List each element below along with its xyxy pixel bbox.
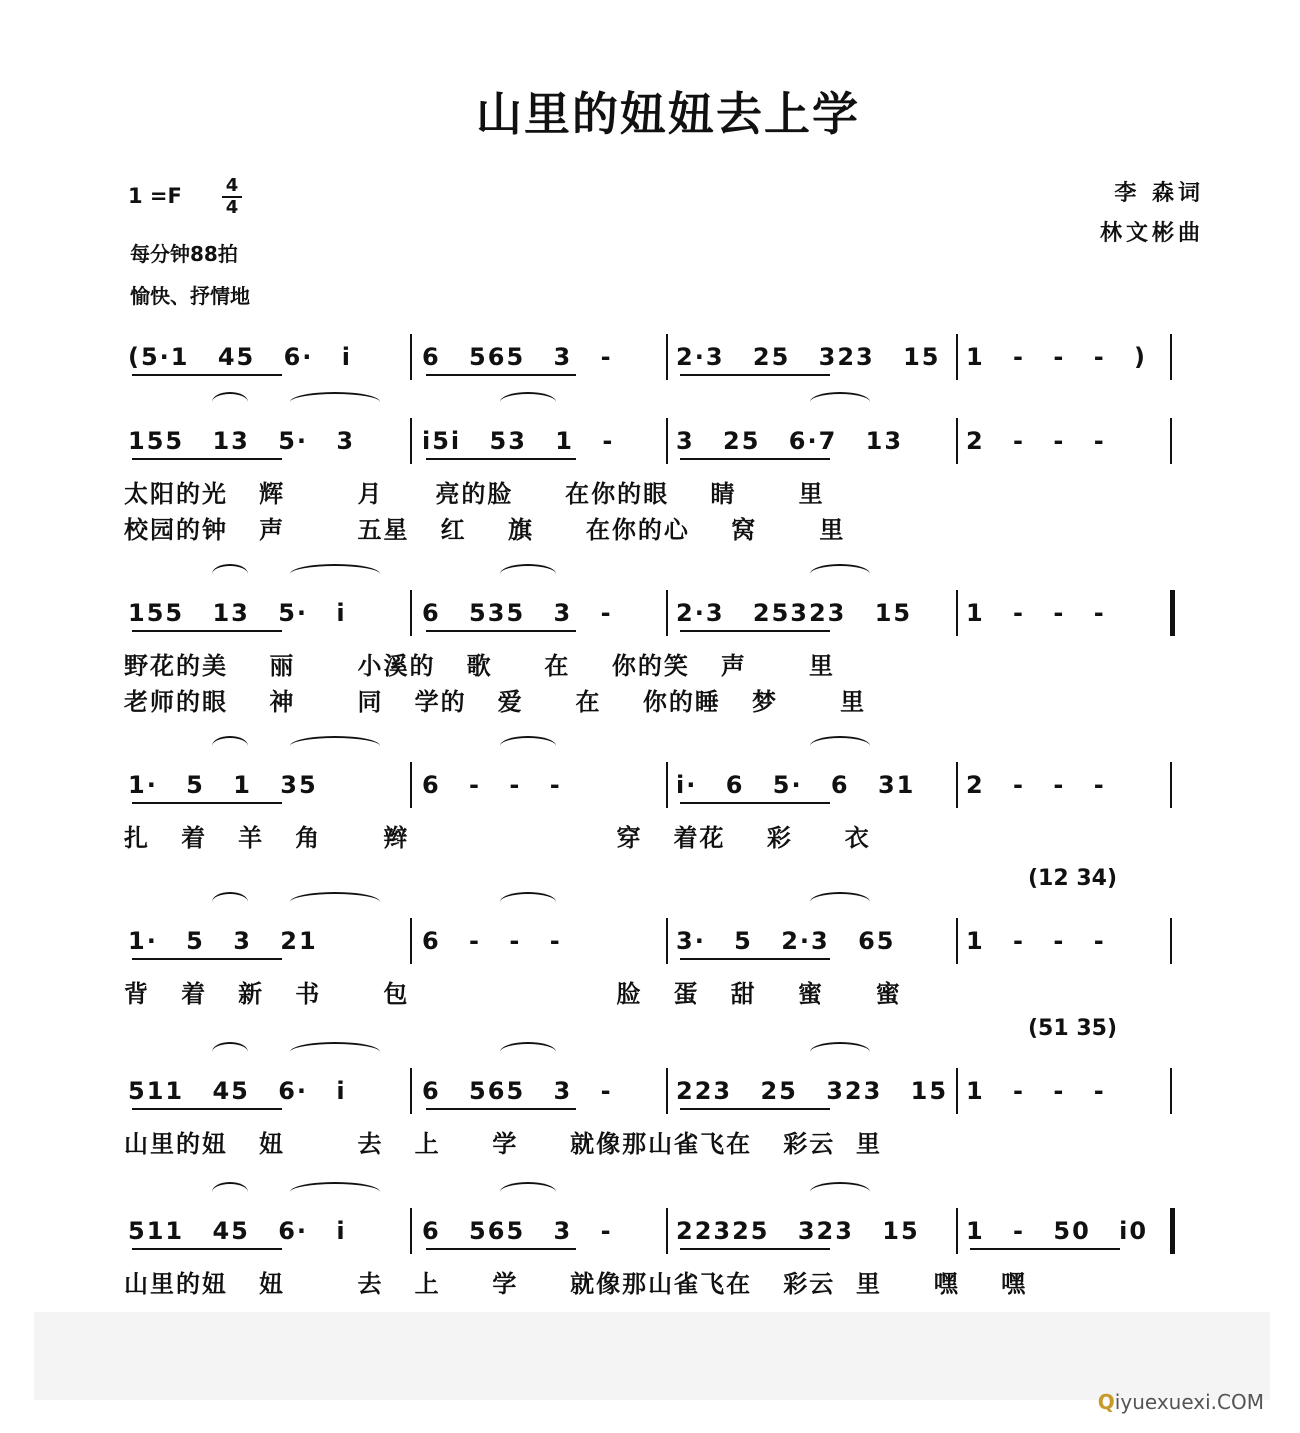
watermark-text: iyuexuexi.COM	[1114, 1390, 1264, 1414]
measure-notes: 511 45 6· i	[128, 1077, 347, 1105]
beam-underline	[680, 374, 830, 376]
tie-arc	[810, 392, 870, 412]
beam-underline	[132, 1248, 282, 1250]
bar-line	[1170, 762, 1172, 808]
beam-underline	[970, 1248, 1120, 1250]
time-signature	[222, 176, 242, 218]
measure-notes: i5i 53 1 -	[422, 427, 615, 455]
tie-arc	[290, 392, 380, 412]
watermark	[1098, 1390, 1264, 1414]
lyric-line: 野花的美 丽 小溪的 歌 在 你的笑 声 里	[124, 652, 836, 680]
beam-underline	[426, 1108, 576, 1110]
beam-underline	[680, 630, 830, 632]
beam-underline	[132, 958, 282, 960]
tie-arc	[500, 564, 556, 584]
bar-line	[1170, 418, 1172, 464]
beam-underline	[680, 802, 830, 804]
lyric-line: 校园的钟 声 五星 红 旗 在你的心 窝 里	[124, 516, 846, 544]
measure-notes: 2·3 25 323 15	[676, 343, 941, 371]
measure-notes: 1 - 50 i0	[966, 1217, 1149, 1245]
bar-line	[666, 418, 668, 464]
measure-notes: 155 13 5· 3	[128, 427, 356, 455]
tie-arc	[290, 564, 380, 584]
beam-underline	[132, 1108, 282, 1110]
watermark-logo-letter: Q	[1097, 1390, 1115, 1414]
bar-line	[666, 590, 668, 636]
expression-marking: 愉快、抒情地	[130, 284, 250, 308]
bar-line	[1170, 1208, 1175, 1254]
measure-notes: 1· 5 3 21	[128, 927, 318, 955]
tie-arc	[212, 736, 248, 756]
song-title: 山里的妞妞去上学	[476, 87, 860, 141]
tie-arc	[500, 892, 556, 912]
measure-notes: 1 - - -	[966, 599, 1106, 627]
bar-line	[666, 334, 668, 380]
bar-line	[1170, 918, 1172, 964]
bar-line	[956, 590, 958, 636]
bar-line	[410, 762, 412, 808]
measure-notes: 3 25 6·7 13	[676, 427, 904, 455]
tie-arc	[290, 892, 380, 912]
beam-underline	[426, 458, 576, 460]
tie-arc	[290, 736, 380, 756]
tempo-marking: 每分钟88拍	[130, 242, 238, 266]
measure-notes: 6 565 3 -	[422, 1217, 613, 1245]
tie-arc	[500, 736, 556, 756]
bar-line	[410, 590, 412, 636]
tie-arc	[290, 1042, 380, 1062]
measure-notes: 1 - - -	[966, 927, 1106, 955]
tie-arc	[810, 736, 870, 756]
measure-notes: 6 - - -	[422, 771, 562, 799]
footer-band	[34, 1312, 1270, 1400]
beam-underline	[132, 630, 282, 632]
tie-arc	[212, 392, 248, 412]
measure-notes: (5·1 45 6· i	[128, 343, 352, 371]
tie-arc	[212, 564, 248, 584]
measure-notes: 2·3 25323 15	[676, 599, 913, 627]
tie-arc	[810, 1042, 870, 1062]
bar-line	[1170, 1068, 1172, 1114]
bar-line	[666, 1208, 668, 1254]
tie-arc	[810, 564, 870, 584]
beam-underline	[680, 1248, 830, 1250]
bar-line	[1170, 590, 1175, 636]
measure-notes: 2 - - -	[966, 771, 1106, 799]
bar-line	[410, 1068, 412, 1114]
beam-underline	[680, 958, 830, 960]
tie-arc	[212, 892, 248, 912]
measure-notes: 2 - - -	[966, 427, 1106, 455]
bar-line	[410, 418, 412, 464]
lyricist-credit: 李 森词	[1114, 181, 1204, 206]
measure-notes: i· 6 5· 6 31	[676, 771, 916, 799]
beam-underline	[426, 630, 576, 632]
bar-line	[666, 1068, 668, 1114]
bar-line	[666, 762, 668, 808]
measure-notes: 6 - - -	[422, 927, 562, 955]
tie-arc	[810, 892, 870, 912]
lyric-line: 背 着 新 书 包 脸 蛋 甜 蜜 蜜	[124, 980, 902, 1008]
tie-arc	[500, 1182, 556, 1202]
bar-line	[956, 1068, 958, 1114]
tie-arc	[212, 1042, 248, 1062]
lyric-line: 山里的妞 妞 去 上 学 就像那山雀飞在 彩云 里	[124, 1130, 882, 1158]
bar-line	[956, 418, 958, 464]
composer-credit: 林文彬曲	[1099, 221, 1204, 246]
measure-notes: 6 565 3 -	[422, 343, 613, 371]
bar-line	[410, 334, 412, 380]
lyric-line: 山里的妞 妞 去 上 学 就像那山雀飞在 彩云 里 嘿 嘿	[124, 1270, 1028, 1298]
bar-line	[410, 918, 412, 964]
bar-line	[410, 1208, 412, 1254]
measure-notes: 223 25 323 15	[676, 1077, 949, 1105]
tie-arc	[290, 1182, 380, 1202]
measure-notes: 22325 323 15	[676, 1217, 920, 1245]
measure-notes: 1 - - -	[966, 1077, 1106, 1105]
lyric-line: 老师的眼 神 同 学的 爱 在 你的睡 梦 里	[124, 688, 867, 716]
tie-arc	[500, 392, 556, 412]
beam-underline	[426, 1248, 576, 1250]
measure-notes: 6 535 3 -	[422, 599, 613, 627]
lyric-line: 太阳的光 辉 月 亮的脸 在你的眼 睛 里	[124, 480, 825, 508]
bar-line	[956, 762, 958, 808]
tie-arc	[212, 1182, 248, 1202]
bar-line	[956, 918, 958, 964]
fill-in-phrase: (12 34)	[1028, 866, 1117, 891]
lyric-line: 扎 着 羊 角 辫 穿 着花 彩 衣	[124, 824, 871, 852]
measure-notes: 155 13 5· i	[128, 599, 347, 627]
beam-underline	[132, 802, 282, 804]
beam-underline	[132, 458, 282, 460]
measure-notes: 1 - - - )	[966, 343, 1147, 371]
bar-line	[1170, 334, 1172, 380]
key-signature: 1 =F	[128, 184, 182, 208]
fill-in-phrase: (51 35)	[1028, 1016, 1117, 1041]
measure-notes: 511 45 6· i	[128, 1217, 347, 1245]
beam-underline	[426, 374, 576, 376]
bar-line	[956, 1208, 958, 1254]
measure-notes: 1· 5 1 35	[128, 771, 318, 799]
time-signature-bottom: 4	[225, 197, 239, 218]
bar-line	[666, 918, 668, 964]
time-signature-top: 4	[225, 175, 239, 196]
measure-notes: 6 565 3 -	[422, 1077, 613, 1105]
tie-arc	[810, 1182, 870, 1202]
bar-line	[956, 334, 958, 380]
tie-arc	[500, 1042, 556, 1062]
measure-notes: 3· 5 2·3 65	[676, 927, 896, 955]
beam-underline	[132, 374, 282, 376]
beam-underline	[680, 1108, 830, 1110]
beam-underline	[680, 458, 830, 460]
